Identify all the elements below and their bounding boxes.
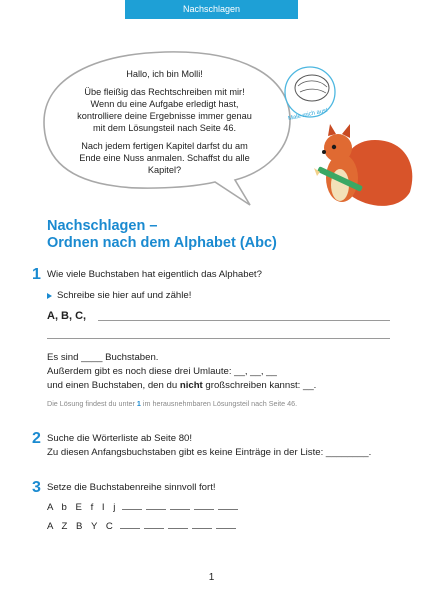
sequence-row-2-letters: A Z B Y C bbox=[47, 521, 116, 532]
blank[interactable] bbox=[218, 501, 238, 510]
task-3-number: 3 bbox=[32, 479, 41, 496]
solution-note bbox=[47, 399, 297, 408]
task-2-line-1: Suche die Wörterliste ab Seite 80! bbox=[47, 433, 193, 444]
page-number: 1 bbox=[208, 572, 215, 583]
sequence-row-1-letters: A b E f I j bbox=[47, 502, 119, 513]
bubble-paragraph-1: Übe fleißig das Rechtschreiben mit mir! Wenn du eine Aufgabe erledigt hast, kontrolliere deine Ergebnisse immer genau mit dem Lösungsteil nach Seite 46. bbox=[77, 87, 252, 133]
blank[interactable] bbox=[192, 520, 212, 529]
blank[interactable] bbox=[144, 520, 164, 529]
title-line-1: Nachschlagen – bbox=[47, 218, 158, 234]
speech-bubble-text bbox=[72, 68, 257, 182]
blank[interactable] bbox=[194, 501, 214, 510]
task-3-instruction: Setze die Buchstabenreihe sinnvoll fort! bbox=[47, 482, 216, 493]
task-2-line-2: Zu diesen Anfangsbuchstaben gibt es keine Einträge in der Liste: ________. bbox=[47, 447, 372, 458]
page-title bbox=[47, 218, 277, 252]
writing-line-2[interactable] bbox=[47, 338, 390, 339]
task-1-question: Wie viele Buchstaben hat eigentlich das Alphabet? bbox=[47, 269, 262, 280]
sequence-row-1 bbox=[47, 501, 238, 513]
bubble-paragraph-2: Nach jedem fertigen Kapitel darfst du am Ende eine Nuss anmalen. Schaffst du alle Kapitel? bbox=[79, 141, 250, 175]
sequence-row-2 bbox=[47, 520, 236, 532]
badge-caption: Male mich aus! bbox=[287, 107, 329, 123]
sentence-3-prefix: und einen Buchstaben, den du bbox=[47, 380, 180, 391]
blank[interactable] bbox=[122, 501, 142, 510]
blank[interactable] bbox=[216, 520, 236, 529]
blank[interactable] bbox=[146, 501, 166, 510]
blank[interactable] bbox=[170, 501, 190, 510]
sentence-3-bold: nicht bbox=[179, 380, 203, 391]
title-line-2: Ordnen nach dem Alphabet (Abc) bbox=[47, 235, 277, 251]
writing-line-1[interactable] bbox=[98, 320, 390, 321]
task-1-sentence-2: Außerdem gibt es noch diese drei Umlaute: __, __, __ bbox=[47, 366, 277, 377]
task-1-instruction: Schreibe sie hier auf und zähle! bbox=[57, 290, 192, 301]
note-suffix: im herausnehmbaren Lösungsteil nach Seite 46. bbox=[140, 399, 298, 408]
bubble-greeting: Hallo, ich bin Molli! bbox=[126, 69, 203, 79]
alphabet-start: A, B, C, bbox=[47, 310, 87, 322]
task-2-number: 2 bbox=[32, 430, 41, 447]
sentence-3-suffix: großschreiben kannst: __. bbox=[202, 380, 317, 391]
task-1-sentence-1: Es sind ____ Buchstaben. bbox=[47, 352, 159, 363]
squirrel-icon bbox=[314, 124, 412, 206]
task-1-number: 1 bbox=[32, 266, 41, 283]
blank[interactable] bbox=[168, 520, 188, 529]
note-prefix: Die Lösung findest du unter bbox=[47, 399, 137, 408]
instruction-arrow-icon bbox=[47, 293, 52, 299]
task-1-sentence-3 bbox=[47, 379, 316, 393]
blank[interactable] bbox=[120, 520, 140, 529]
note-number: 1 bbox=[136, 399, 141, 408]
section-tab: Nachschlagen bbox=[125, 0, 298, 19]
